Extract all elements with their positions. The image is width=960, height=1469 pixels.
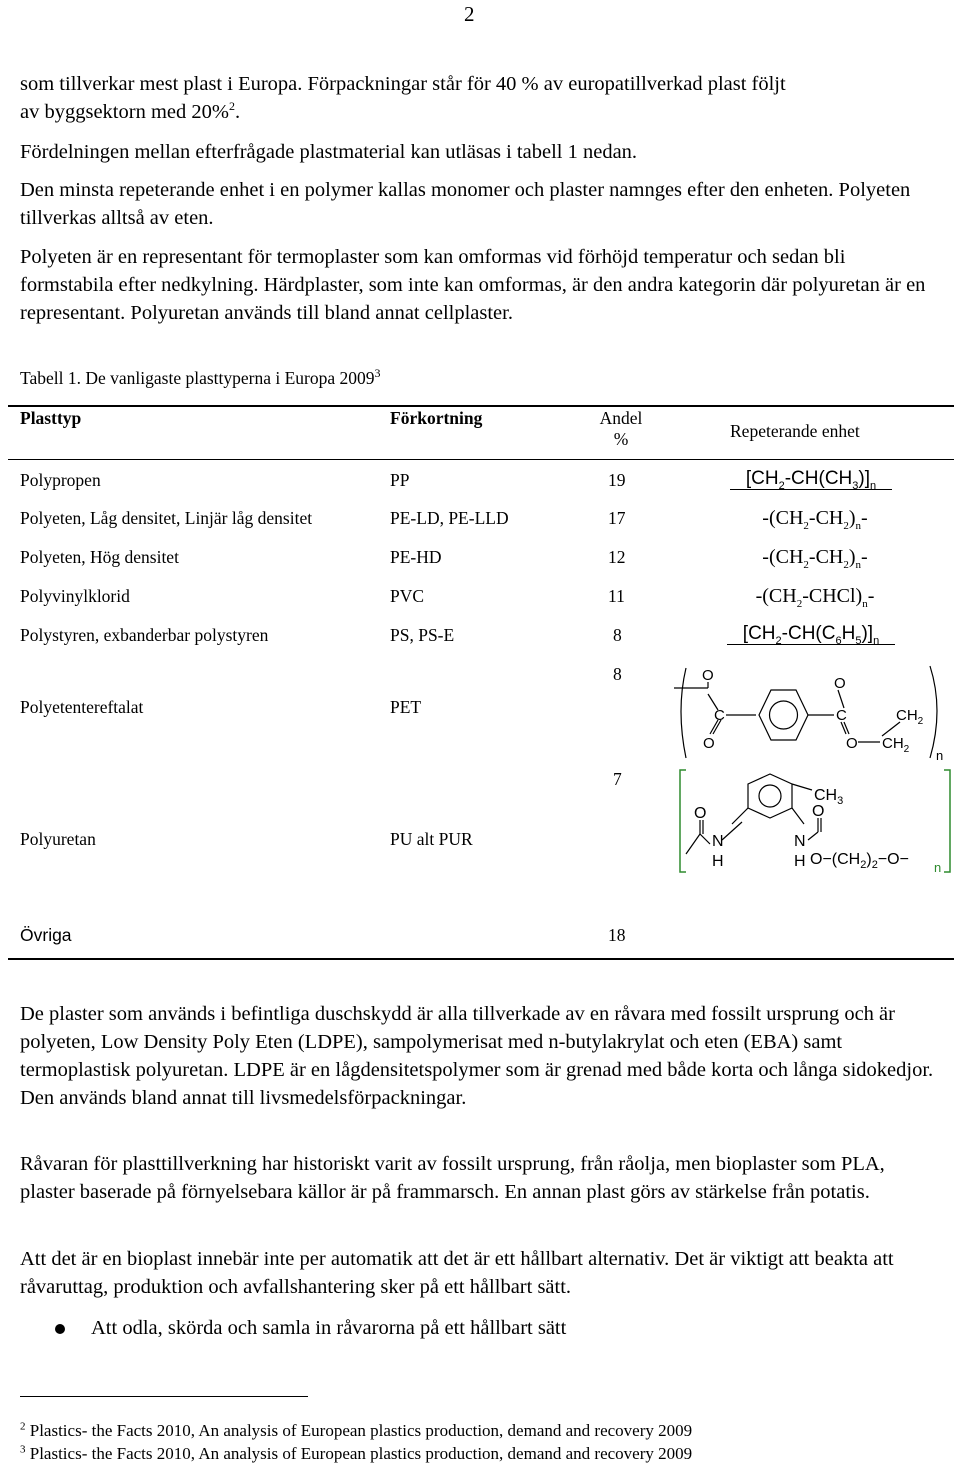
header-andel: Andel % [599, 408, 643, 449]
table-top-rule [8, 405, 954, 407]
header-repeterande-enhet: Repeterande enhet [730, 421, 860, 441]
row-pu-abbr: PU alt PUR [390, 829, 473, 849]
pu-atom-n2: N [794, 833, 806, 850]
pu-atom-h1: H [712, 853, 724, 870]
intro-p1-line1: som tillverkar mest plast i Europa. Förpackningar står för 40 % av europatillverkad plast följt [20, 73, 786, 95]
pu-atom-n1: N [712, 833, 724, 850]
bullet-dot [55, 1324, 65, 1334]
row-ovriga-type: Övriga [20, 925, 72, 945]
formula-pp: $[CH_2-CH(CH_3)]_n$ [716, 468, 906, 492]
intro-p1-line2: av byggsektorn med 20% [20, 101, 229, 123]
row-pet-type: Polyetentereftalat [20, 697, 144, 717]
table-bottom-rule [8, 958, 954, 960]
row-pvc-type: Polyvinylklorid [20, 586, 130, 606]
row-peld-share: 17 [608, 508, 626, 528]
row-pet-share: 8 [613, 664, 622, 684]
row-pp-share: 19 [608, 470, 626, 490]
row-pehd-share: 12 [608, 547, 626, 567]
bullet-item-1: Att odla, skörda och samla in råvarorna på ett hållbart sätt [91, 1317, 567, 1339]
row-pvc-share: 11 [608, 586, 625, 606]
pu-structure-diagram [672, 764, 954, 879]
pu-atom-ch3: $CH_3$ [814, 787, 844, 807]
pu-chain: $O-(CH_2)_2-O-$ [810, 851, 909, 871]
body-paragraph-7: Att det är en bioplast innebär inte per automatik att det är ett hållbart alternativ. Det är viktigt att beakta att råvaruttag, produktion och avfallshantering sker på ett hållbart sätt. [20, 1248, 894, 1298]
body-paragraph-5: De plaster som används i befintliga duschskydd är alla tillverkade av en råvara med fossilt ursprung och är polyeten, Low Density Poly Eten (LDPE), sampolymerisat med n-butylakrylat och eten (EBA) samt termoplastisk polyuretan. LDPE är en lågdensitetspolymer som är grenad med både korta och långa sidokedjor. Den används bland annat till livsmedelsförpackningar. [20, 1003, 934, 1109]
formula-ps: $[CH_2-CH(C_6H_5)]_n$ [716, 623, 906, 647]
body-paragraph-6: Råvaran för plasttillverkning har historiskt varit av fossilt ursprung, från råolja, men bioplaster som PLA, plaster baserade på förnyelsebara källor är på frammarsch. En annan plast görs av stärkelse från potatis. [20, 1153, 885, 1203]
footnote-ref-2: 2 [228, 99, 235, 114]
page-number: 2 [464, 2, 475, 26]
row-ovriga-share: 18 [608, 925, 626, 945]
pu-atom-h2: H [794, 853, 806, 870]
footnote-separator [20, 1396, 308, 1397]
row-pp-abbr: PP [390, 470, 410, 490]
header-plasttyp: Plasttyp [20, 408, 82, 428]
intro-paragraph-1 [20, 70, 940, 126]
pet-structure-diagram [668, 660, 950, 765]
intro-paragraph-2: Fördelningen mellan efterfrågade plastmaterial kan utläsas i tabell 1 nedan. [20, 141, 638, 163]
pet-atom-c1: C [714, 707, 725, 724]
intro-p1-end: . [234, 101, 241, 123]
row-pehd-abbr: PE-HD [390, 547, 442, 567]
pet-atom-c2: C [836, 707, 847, 724]
formula-peld: $-(CH_2-CH_2)_n-$ [762, 507, 868, 532]
pu-atom-o1: O [694, 805, 707, 822]
row-ps-share: 8 [613, 625, 622, 645]
row-peld-abbr: PE-LD, PE-LLD [390, 508, 509, 528]
pet-atom-o2: O [703, 735, 715, 752]
pu-subscript-n: n [934, 860, 942, 875]
footnote-2: $^2$ Plastics- the Facts 2010, An analysis of European plastics production, demand and recovery 2009 [20, 1420, 693, 1440]
row-ps-abbr: PS, PS-E [390, 625, 455, 645]
pet-subscript-n: n [936, 748, 944, 763]
pet-atom-ch2-top: $CH_2$ [896, 707, 924, 727]
pet-atom-o4: O [846, 735, 858, 752]
pu-atom-o2: O [812, 803, 825, 820]
intro-paragraph-3: Den minsta repeterande enhet i en polymer kallas monomer och plaster namnges efter den enheten. Polyeten tillverkas alltså av eten. [20, 179, 911, 229]
row-pehd-type: Polyeten, Hög densitet [20, 547, 179, 567]
footnote-3: $^3$ Plastics- the Facts 2010, An analysis of European plastics production, demand and recovery 2009 [20, 1443, 693, 1463]
row-peld-type: Polyeten, Låg densitet, Linjär låg densitet [20, 508, 313, 528]
formula-pehd: $-(CH_2-CH_2)_n-$ [762, 546, 868, 571]
table-header-rule [8, 459, 954, 460]
row-pet-abbr: PET [390, 697, 422, 717]
table-caption: Tabell 1. De vanligaste plasttyperna i Europa 2009$^3$ [20, 366, 381, 388]
pet-atom-o3: O [834, 675, 846, 692]
formula-pvc: $-(CH_2-CHCl)_n-$ [755, 585, 875, 610]
pet-atom-o1: O [702, 667, 714, 684]
row-pu-type: Polyuretan [20, 829, 96, 849]
intro-paragraph-4: Polyeten är en representant för termoplaster som kan omformas vid förhöjd temperatur och sedan bli formstabila efter nedkylning. Härdplaster, som inte kan omformas, är den andra kategorin där polyuretan är en representant. Polyuretan används till bland annat cellplaster. [20, 246, 926, 324]
row-pp-type: Polypropen [20, 470, 101, 490]
row-ps-type: Polystyren, exbanderbar polystyren [20, 625, 269, 645]
row-pu-share: 7 [613, 769, 622, 789]
pet-atom-ch2-bottom: $CH_2$ [882, 735, 910, 755]
row-pvc-abbr: PVC [390, 586, 425, 606]
footnote-ref-3: 3 [374, 366, 381, 381]
header-forkortning: Förkortning [390, 408, 483, 428]
